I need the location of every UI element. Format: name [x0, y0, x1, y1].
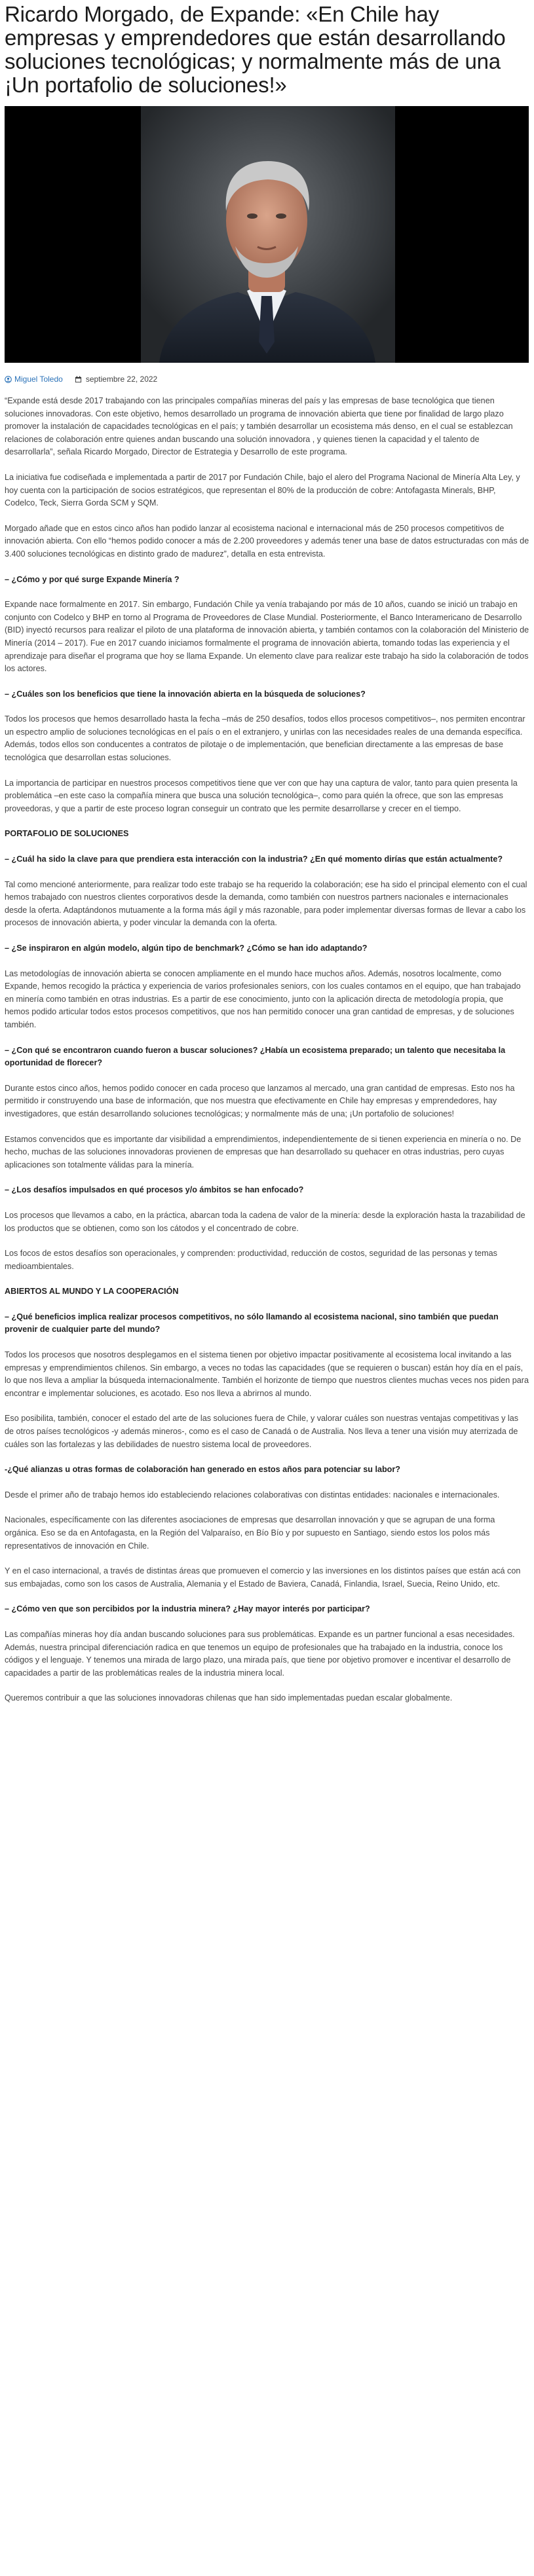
paragraph: Todos los procesos que hemos desarrollado hasta la fecha –más de 250 desafíos, todos ellos procesos competitivos–, nos permiten encontrar un espectro amplio de soluciones tecnológicas en el país o en el extranjero, y unirlas con las necesidades reales de una demanda específica. Además, todos ellos son conducentes a contratos de pilotaje o de implementación, que benefician directamente a las empresas de base tecnológica que desarrollan estas soluciones.: [5, 714, 525, 763]
interview-question: -¿Qué alianzas u otras formas de colaboración han generado en estos años para potenciar su labor?: [5, 1465, 400, 1475]
paragraph: Morgado añade que en estos cinco años han podido lanzar al ecosistema nacional e internacional más de 250 procesos competitivos de innovación abierta. Con ello “hemos podido conocer a más de 2.200 proveedores y además tener una base de datos estructuradas con más de 3.400 soluciones tecnológicas en distinto grado de madurez”, detalla en esta entrevista.: [5, 523, 529, 559]
author-link[interactable]: Miguel Toledo: [14, 375, 63, 384]
user-icon: [5, 376, 12, 383]
paragraph: La importancia de participar en nuestros procesos competitivos tiene que ver con que hay una captura de valor, tanto para quien presenta la problemática –en este caso la compañía minera que busca una solución tecnológica–, como para quién la ofrece, que son las empresas proveedoras, y que a partir de este proceso logran conseguir un contrato que les permite desarrollarse y crecer en el tiempo.: [5, 778, 518, 813]
paragraph: Expande nace formalmente en 2017. Sin embargo, Fundación Chile ya venía trabajando por más de 10 años, cuando se inició un trabajo en conjunto con Codelco y BHP en torno al Programa de Proveedores de Clase Mundial. Posteriormente, el Banco Interamericano de Desarrollo (BID) inyectó recursos para realizar el piloto de una plataforma de innovación abierta, y también contamos con la colaboración del Ministerio de Minería (2014 – 2017). Fue en 2017 cuando iniciamos formalmente el programa de innovación abierta, tomando todas las experiencia y el aprendizaje para diseñar el programa que hoy se llama Expande. Un elemento clave para realizar este trabajo ha sido la colaboración de todos los actores.: [5, 600, 529, 674]
paragraph: Estamos convencidos que es importante dar visibilidad a emprendimientos, independientemente de si tienen experiencia en minería o no. De hecho, muchas de las soluciones innovadoras provienen de empresas que han desarrollado su quehacer en otras industrias, pero cuyas aplicaciones son totalmente válidas para la minería.: [5, 1134, 522, 1169]
portrait-photo: [5, 106, 529, 363]
paragraph: Las metodologías de innovación abierta se conocen ampliamente en el mundo hace muchos años. Además, nosotros localmente, como Expande, hemos recogido la práctica y experiencia de varios profesionales seniors, con los cuales contamos en el equipo, que han trabajado en minería como también en otras industrias. Es a partir de ese conocimiento, junto con la aplicación directa de metodología propia, que hemos podido articular todos estos procesos competitivos, que nos han permitido conocer una gran cantidad de empresas, y de soluciones también.: [5, 968, 521, 1029]
paragraph: “Expande está desde 2017 trabajando con las principales compañías mineras del país y las empresas de base tecnológica que tienen soluciones innovadoras. Con este objetivo, hemos desarrollado un programa de innovación abierta que tiene por finalidad de largo plazo promover la instalación de capacidades tecnológicas en el país; y también desarrollar un ecosistema más denso, en el cual se establezcan relaciones de colaboración entre quienes andan buscando una solución innovadora , y quienes tienen la capacidad y el talento de desarrollarla”, señala Ricardo Morgado, Director de Estrategia y Desarrollo de este programa.: [5, 396, 513, 457]
article-body: [5, 395, 529, 1705]
paragraph: Los focos de estos desafíos son operacionales, y comprenden: productividad, reducción de costos, seguridad de las personas y temas medioambientales.: [5, 1249, 497, 1271]
paragraph: Las compañías mineras hoy día andan buscando soluciones para sus problemáticas. Expande es un partner funcional a esas necesidades. Además, nuestra principal diferenciación radica en que tenemos un equipo de profesionales que ha trabajado en la industria, conoce los códigos y el lenguaje. Y tenemos una mirada de largo plazo, una mirada país, que tiene por objetivo promover e incentivar el desarrollo de capacidades a partir de las problemáticas reales de la industria minera local.: [5, 1629, 515, 1678]
paragraph: Tal como mencioné anteriormente, para realizar todo este trabajo se ha requerido la colaboración; ese ha sido el principal elemento con el cual hemos trabajado con nuestros clientes corporativos desde la demanda, como también con nuestros partners nacionales e internacionales desde la oferta. Adaptándonos mutuamente a la forma más ágil y más razonable, para poder implementar diversas formas de llevar a cabo los procesos de innovación abierta, y poder vincular la demanda con la oferta.: [5, 879, 527, 928]
interview-question: – ¿Cuáles son los beneficios que tiene la innovación abierta en la búsqueda de soluciones?: [5, 689, 366, 699]
article-title: Ricardo Morgado, de Expande: «En Chile hay empresas y emprendedores que están desarrollando soluciones tecnológicas; y normalmente más de una ¡Un portafolio de soluciones!»: [5, 2, 506, 97]
section-heading: PORTAFOLIO DE SOLUCIONES: [5, 829, 129, 839]
paragraph: Todos los procesos que nosotros desplegamos en el sistema tienen por objetivo impactar positivamente al ecosistema local invitando a las empresas y emprendimientos chilenos. Sin embargo, a veces no todas las capacidades (que se requieren o buscan) están hoy día en el país, lo que nos lleva a ampliar la búsqueda internacionalmente. También el horizonte de tiempo que nuestros clientes muchas veces nos piden para encontrar e implementar soluciones, es acotado. Eso nos lleva a abrirnos al mundo.: [5, 1350, 529, 1398]
paragraph: Los procesos que llevamos a cabo, en la práctica, abarcan toda la cadena de valor de la minería: desde la exploración hasta la trazabilidad de los productos que se obtienen, como son los cátodos y el concentrado de cobre.: [5, 1210, 525, 1233]
paragraph: La iniciativa fue codiseñada e implementada a partir de 2017 por Fundación Chile, bajo el alero del Programa Nacional de Minería Alta Ley, y hoy cuenta con la participación de socios estratégicos, que representan el 80% de la producción de cobre: Antofagasta Minerals, BHP, Codelco, Teck, Sierra Gorda SCM y SQM.: [5, 472, 520, 508]
interview-question: – ¿Los desafíos impulsados en qué procesos y/o ámbitos se han enfocado?: [5, 1185, 304, 1195]
interview-question: – ¿Cómo y por qué surge Expande Minería ?: [5, 574, 180, 584]
interview-question: – ¿Cómo ven que son percibidos por la industria minera? ¿Hay mayor interés por participar?: [5, 1604, 370, 1614]
paragraph: Eso posibilita, también, conocer el estado del arte de las soluciones fuera de Chile, y valorar cuáles son nuestras ventajas competitivas y las de otros países tecnológicos -y además mineros-, como es el caso de Canadá o de Australia. Nos lleva a tener una visión muy aterrizada de cuáles son las fortalezas y las debilidades de nuestro sistema local de proveedores.: [5, 1414, 519, 1449]
section-heading: ABIERTOS AL MUNDO Y LA COOPERACIÓN: [5, 1287, 179, 1297]
paragraph: Nacionales, específicamente con las diferentes asociaciones de empresas que desarrollan innovación y que se agrupan de una forma orgánica. Eso se da en Antofagasta, en la Región del Valparaíso, en Bío Bío y por supuesto en Santiago, siendo estos los polos más representativos de innovación en Chile.: [5, 1515, 495, 1551]
calendar-icon: [75, 376, 82, 383]
publish-date: septiembre 22, 2022: [85, 375, 158, 384]
hero-image: [5, 106, 529, 363]
paragraph: Durante estos cinco años, hemos podido conocer en cada proceso que lanzamos al mercado, una gran cantidad de empresas. Esto nos ha permitido ir construyendo una base de información, que nos muestra que efectivamente en Chile hay empresas y emprendedores, hay investigadores, que están desarrollando soluciones tecnológicas; y normalmente más de una; ¡Un portafolio de soluciones!: [5, 1083, 515, 1118]
interview-question: – ¿Qué beneficios implica realizar procesos competitivos, no sólo llamando al ecosistema nacional, sino también que puedan provenir de cualquier parte del mundo?: [5, 1312, 499, 1334]
interview-question: – ¿Se inspiraron en algún modelo, algún tipo de benchmark? ¿Cómo se han ido adaptando?: [5, 944, 368, 953]
paragraph: Queremos contribuir a que las soluciones innovadoras chilenas que han sido implementadas puedan escalar globalmente.: [5, 1693, 453, 1703]
interview-question: – ¿Con qué se encontraron cuando fueron a buscar soluciones? ¿Había un ecosistema preparado; un talento que necesitaba la oportunidad de florecer?: [5, 1045, 506, 1068]
article-meta: [5, 373, 529, 385]
interview-question: – ¿Cuál ha sido la clave para que prendiera esta interacción con la industria? ¿En qué momento dirías que están actualmente?: [5, 855, 503, 864]
necktie: [259, 296, 275, 354]
paragraph: Desde el primer año de trabajo hemos ido estableciendo relaciones colaborativas con distintas entidades: nacionales e internacionales.: [5, 1490, 500, 1500]
paragraph: Y en el caso internacional, a través de distintas áreas que promueven el comercio y las inversiones en los distintos países que están acá con sus embajadas, como son los casos de Australia, Alemania y el Estado de Baviera, Canadá, Finlandia, Israel, Suecia, Reino Unido, etc.: [5, 1566, 521, 1589]
